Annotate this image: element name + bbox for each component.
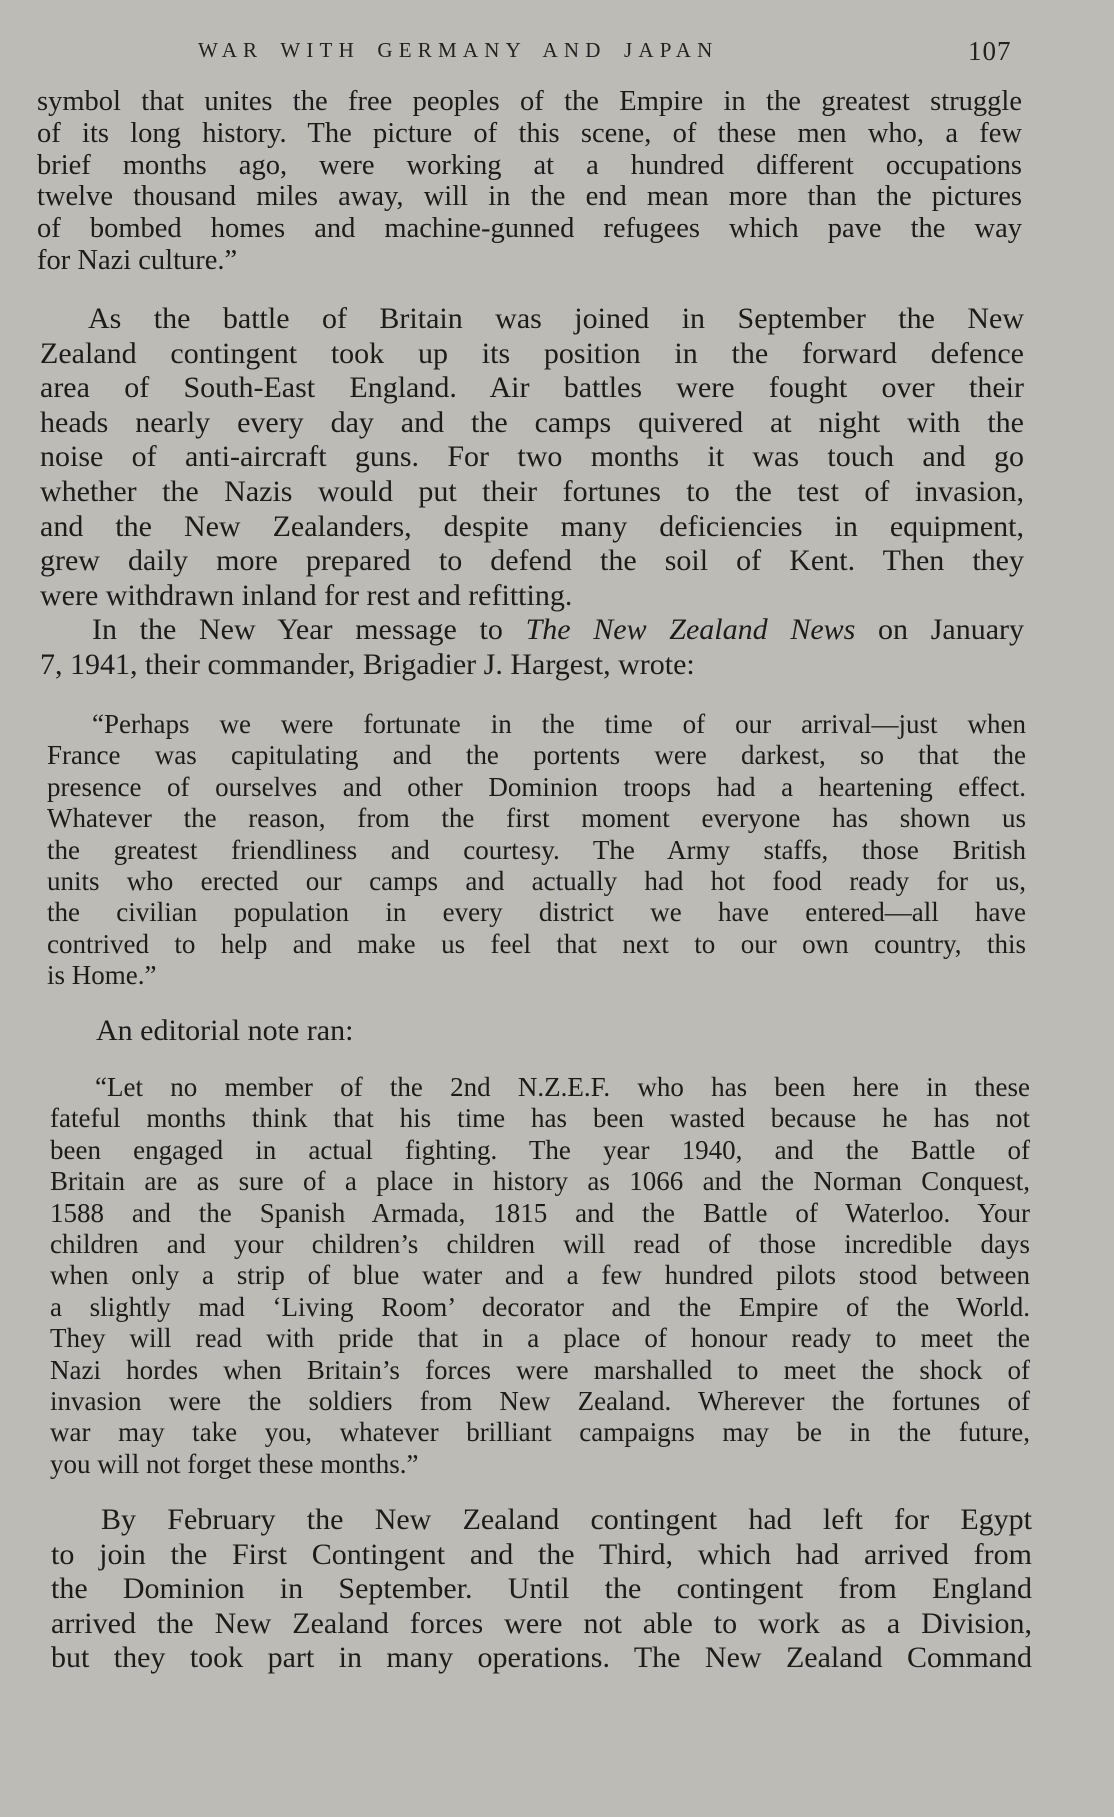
text-line: arrived the New Zealand forces were not able to work as a Division, — [51, 1606, 1032, 1640]
text-line: but they took part in many operations. The New Zealand Command — [51, 1641, 1032, 1675]
text-line: the civilian population in every district we have entered—all have — [47, 897, 1026, 928]
text-line: been engaged in actual fighting. The year 1940, and the Battle of — [50, 1134, 1030, 1165]
text-line: An editorial note ran: — [96, 1014, 354, 1047]
text-line: As the battle of Britain was joined in September the New — [88, 302, 1024, 335]
text-line: and the New Zealanders, despite many deficiencies in equipment, — [40, 509, 1024, 543]
text-line: units who erected our camps and actually had hot food ready for us, — [47, 866, 1026, 897]
text-line: brief months ago, were working at a hundred different occupations — [37, 149, 1022, 181]
text-line: They will read with pride that in a place of honour ready to meet the — [50, 1323, 1030, 1354]
text-line: area of South-East England. Air battles were fought over their — [40, 371, 1024, 405]
paragraph-2 — [40, 302, 1024, 613]
text-line: to join the First Contingent and the Third, which had arrived from — [51, 1537, 1032, 1571]
text-line — [40, 613, 1024, 648]
text-line: were withdrawn inland for rest and refitting. — [40, 578, 573, 612]
text-run: on January — [855, 613, 1025, 646]
text-line: Zealand contingent took up its position in the forward defence — [40, 336, 1024, 370]
text-line: the Dominion in September. Until the contingent from England — [51, 1572, 1032, 1606]
quote-editorial — [50, 1072, 1030, 1480]
text-line: Nazi hordes when Britain’s forces were marshalled to meet the shock of — [50, 1354, 1030, 1385]
text-line: whether the Nazis would put their fortunes to the test of invasion, — [40, 474, 1024, 508]
text-line: a slightly mad ‘Living Room’ decorator and the Empire of the World. — [50, 1291, 1030, 1322]
text-line: Whatever the reason, from the first moment everyone has shown us — [47, 803, 1026, 834]
text-line: fateful months think that his time has been wasted because he has not — [50, 1103, 1030, 1134]
paragraph-3 — [40, 613, 1024, 682]
text-line: France was capitulating and the portents were darkest, so that the — [47, 740, 1026, 771]
text-line: “Let no member of the 2nd N.Z.E.F. who has been here in these — [95, 1072, 1030, 1102]
quote-hargest — [47, 709, 1026, 992]
text-line: Britain are as sure of a place in history as 1066 and the Norman Conquest, — [50, 1166, 1030, 1197]
text-line: of bombed homes and machine-gunned refugees which pave the way — [37, 213, 1022, 245]
newspaper-title: The New Zealand News — [525, 613, 856, 646]
text-line: war may take you, whatever brilliant campaigns may be in the future, — [50, 1417, 1030, 1448]
text-line: invasion were the soldiers from New Zealand. Wherever the fortunes of — [50, 1386, 1030, 1417]
text-line: symbol that unites the free peoples of the Empire in the greatest struggle — [37, 86, 1022, 117]
running-title: WAR WITH GERMANY AND JAPAN — [198, 38, 719, 62]
editorial-intro — [96, 1014, 696, 1049]
text-line: you will not forget these months.” — [50, 1448, 419, 1479]
text-line: the greatest friendliness and courtesy. The Army staffs, those British — [47, 834, 1026, 865]
text-line: contrived to help and make us feel that next to our own country, this — [47, 928, 1026, 959]
text-line: twelve thousand miles away, will in the end mean more than the pictures — [37, 181, 1022, 213]
text-line: for Nazi culture.” — [37, 244, 238, 276]
text-line: 1588 and the Spanish Armada, 1815 and the Battle of Waterloo. Your — [50, 1197, 1030, 1228]
text-line: heads nearly every day and the camps quivered at night with the — [40, 405, 1024, 439]
text-line: presence of ourselves and other Dominion troops had a heartening effect. — [47, 771, 1026, 802]
text-line: children and your children’s children will read of those incredible days — [50, 1229, 1030, 1260]
text-line: grew daily more prepared to defend the soil of Kent. Then they — [40, 544, 1024, 578]
text-line: is Home.” — [47, 960, 157, 991]
text-line: By February the New Zealand contingent had left for Egypt — [101, 1503, 1032, 1536]
paragraph-1 — [37, 86, 1022, 277]
text-line: “Perhaps we were fortunate in the time of our arrival—just when — [92, 709, 1026, 739]
text-line: noise of anti-aircraft guns. For two months it was touch and go — [40, 440, 1024, 474]
text-run: In the New Year message to — [92, 613, 526, 646]
text-line: of its long history. The picture of this scene, of these men who, a few — [37, 117, 1022, 149]
text-line: when only a strip of blue water and a few hundred pilots stood between — [50, 1260, 1030, 1291]
text-line: 7, 1941, their commander, Brigadier J. Hargest, wrote: — [40, 647, 695, 681]
paragraph-4 — [51, 1503, 1032, 1676]
page-header — [0, 38, 1114, 72]
page-number: 107 — [968, 36, 1012, 66]
